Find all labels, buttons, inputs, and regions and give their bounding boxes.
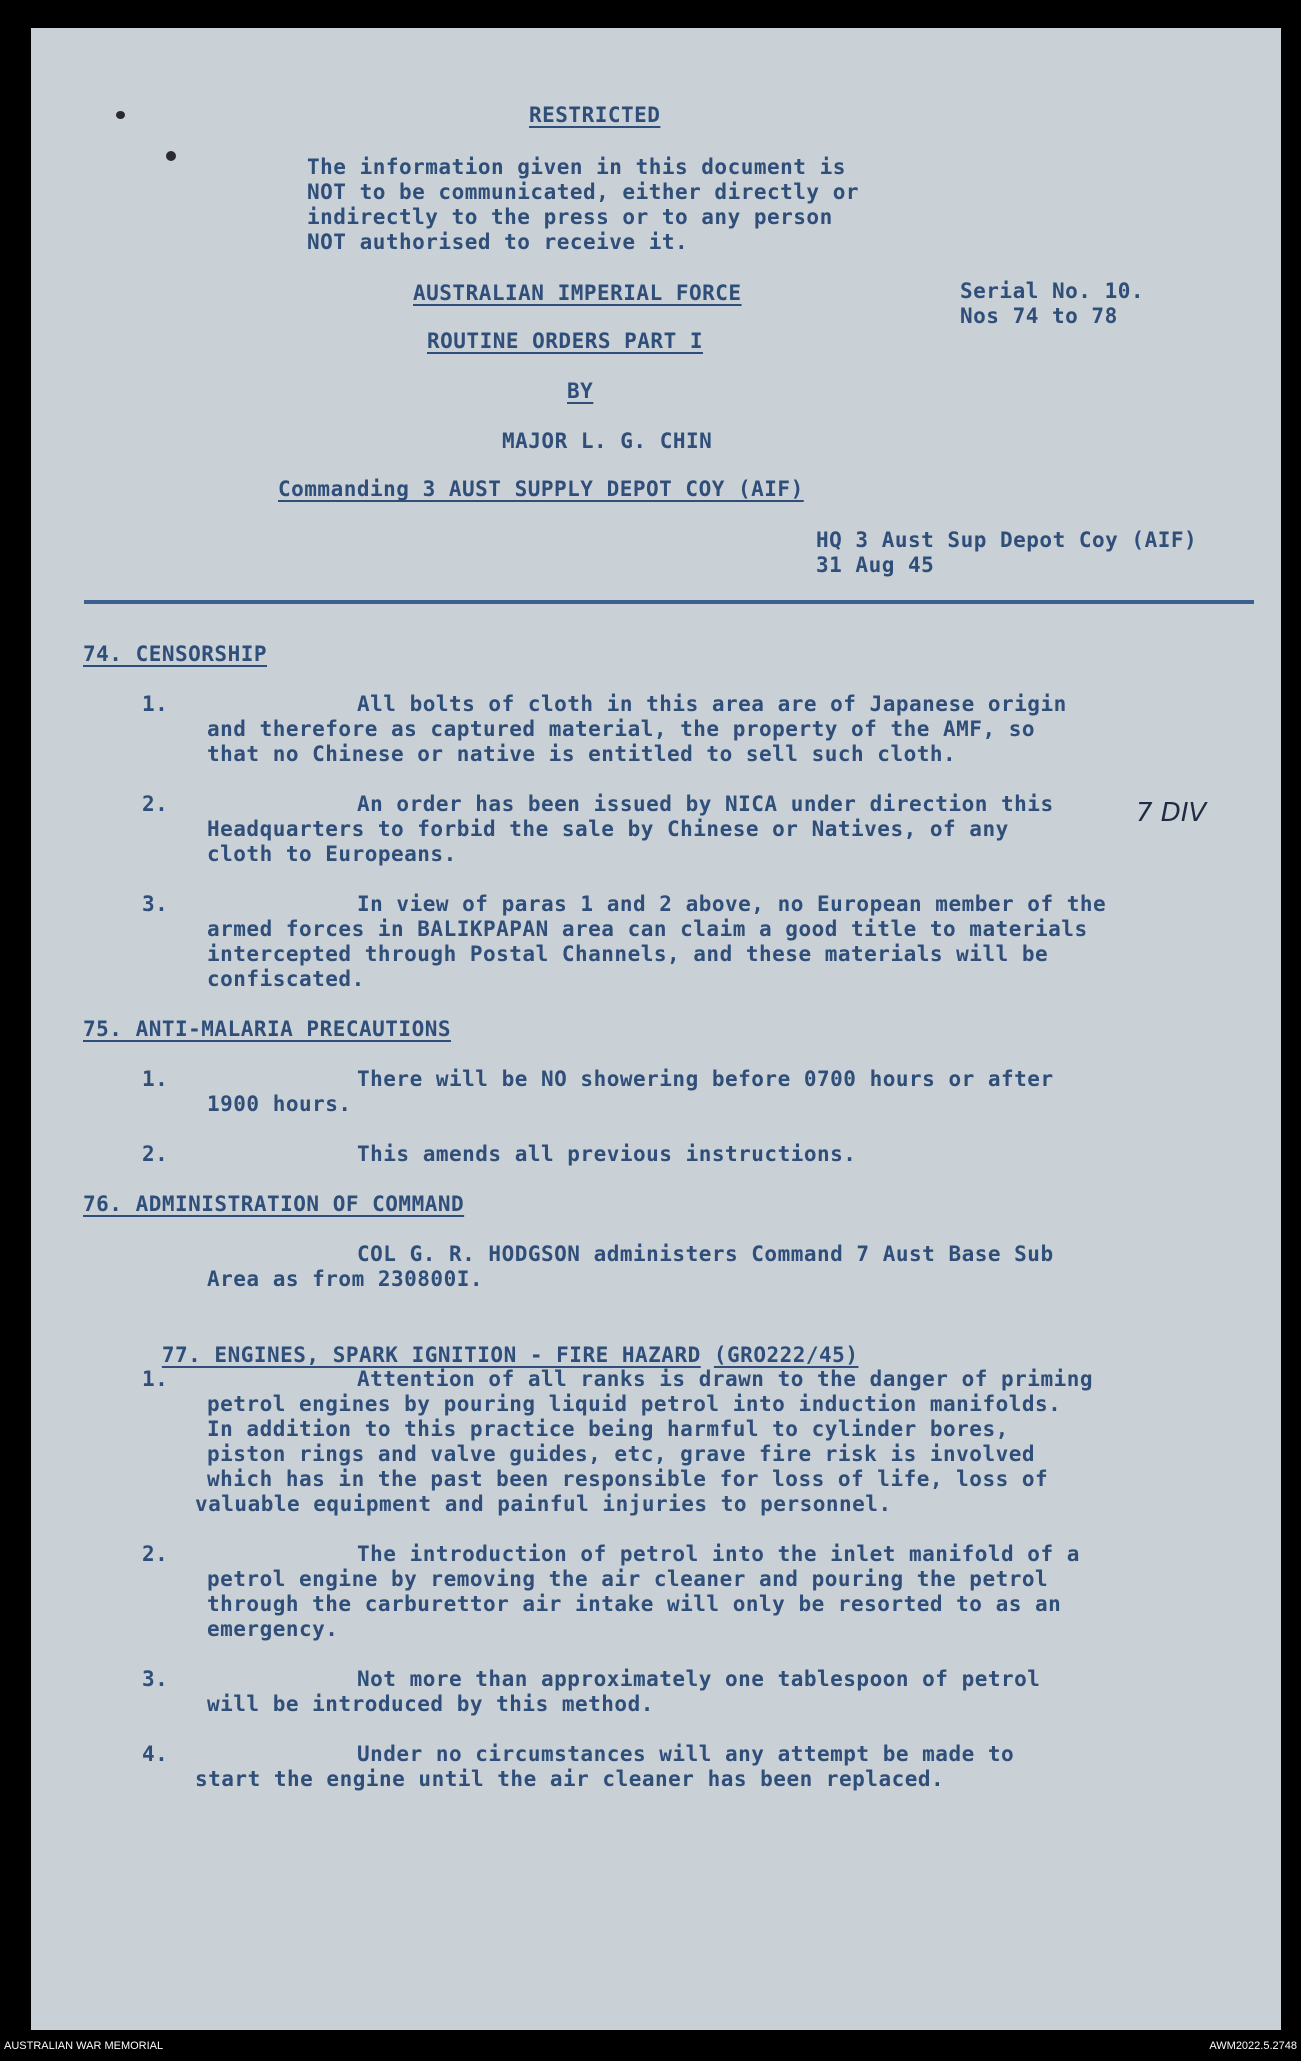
notice-line: NOT authorised to receive it. — [307, 230, 689, 254]
paragraph-line: petrol engine by removing the air cleaner and pouring the petrol — [207, 1567, 1049, 1591]
document-page — [31, 28, 1281, 2030]
paragraph-line: intercepted through Postal Channels, and these materials will be — [207, 942, 1049, 966]
handwritten-annotation: 7 DIV — [1136, 798, 1207, 828]
paragraph-line: 1900 hours. — [207, 1092, 352, 1116]
paragraph-line: This amends all previous instructions. — [357, 1142, 857, 1166]
order-reference: (GRO222/45) — [713, 1343, 859, 1367]
paragraph-line: Headquarters to forbid the sale by Chinese or Natives, of any — [207, 817, 1009, 841]
paragraph-number: 1. — [142, 692, 169, 716]
paragraph-line: petrol engines by pouring liquid petrol into induction manifolds. — [207, 1392, 1062, 1416]
paragraph-line: confiscated. — [207, 967, 365, 991]
paragraph-line: valuable equipment and painful injuries to personnel. — [195, 1492, 892, 1516]
paragraph-line: and therefore as captured material, the property of the AMF, so — [207, 717, 1036, 741]
notice-line: NOT to be communicated, either directly or — [307, 180, 860, 204]
notice-line: indirectly to the press or to any person — [307, 205, 833, 229]
order-heading: 74. CENSORSHIP — [83, 642, 268, 666]
paragraph-line: start the engine until the air cleaner has been replaced. — [195, 1767, 945, 1791]
paragraph-line: An order has been issued by NICA under direction this — [357, 792, 1054, 816]
paragraph-line: through the carburettor air intake will only be resorted to as an — [207, 1592, 1062, 1616]
paragraph-line: that no Chinese or native is entitled to sell such cloth. — [207, 742, 957, 766]
paragraph-number: 4. — [142, 1742, 169, 1766]
order-heading: 76. ADMINISTRATION OF COMMAND — [83, 1192, 465, 1216]
paragraph-line: In view of paras 1 and 2 above, no European member of the — [357, 892, 1107, 916]
commanding-unit: Commanding 3 AUST SUPPLY DEPOT COY (AIF) — [278, 477, 804, 501]
restricted-heading: RESTRICTED — [529, 103, 661, 127]
paragraph-line: emergency. — [207, 1617, 339, 1641]
paragraph-line: which has in the past been responsible for loss of life, loss of — [207, 1467, 1049, 1491]
notice-line: The information given in this document is — [307, 155, 846, 179]
routine-orders-title: ROUTINE ORDERS PART I — [427, 329, 704, 353]
issue-date: 31 Aug 45 — [816, 553, 935, 577]
paragraph-number: 3. — [142, 1667, 169, 1691]
paragraph-line: The introduction of petrol into the inlet manifold of a — [357, 1542, 1080, 1566]
order-range: Nos 74 to 78 — [960, 304, 1118, 328]
paragraph-line: Area as from 230800I. — [207, 1267, 484, 1291]
order-heading-title: 77. ENGINES, SPARK IGNITION - FIRE HAZARD — [161, 1343, 701, 1367]
paragraph-line: In addition to this practice being harmful to cylinder bores, — [207, 1417, 1009, 1441]
paragraph-line: Not more than approximately one tablespoon of petrol — [357, 1667, 1041, 1691]
hq-address: HQ 3 Aust Sup Depot Coy (AIF) — [816, 528, 1198, 552]
paragraph-number: 2. — [142, 792, 169, 816]
paragraph-line: armed forces in BALIKPAPAN area can claim a good title to materials — [207, 917, 1088, 941]
footer-accession-number: AWM2022.5.2748 — [1209, 2040, 1297, 2052]
paragraph-line: will be introduced by this method. — [207, 1692, 654, 1716]
paragraph-number: 1. — [142, 1067, 169, 1091]
paragraph-line: All bolts of cloth in this area are of Japanese origin — [357, 692, 1067, 716]
ink-mark — [116, 111, 125, 119]
by-label: BY — [567, 379, 594, 403]
force-title: AUSTRALIAN IMPERIAL FORCE — [413, 281, 742, 305]
officer-name: MAJOR L. G. CHIN — [502, 429, 713, 453]
paragraph-line: Attention of all ranks is drawn to the danger of priming — [357, 1367, 1094, 1391]
paragraph-line: Under no circumstances will any attempt be made to — [357, 1742, 1015, 1766]
paragraph-line: COL G. R. HODGSON administers Command 7 Aust Base Sub — [357, 1242, 1054, 1266]
paragraph-line: There will be NO showering before 0700 hours or after — [357, 1067, 1054, 1091]
paragraph-line: cloth to Europeans. — [207, 842, 457, 866]
serial-number: Serial No. 10. — [960, 279, 1145, 303]
paragraph-number: 2. — [142, 1542, 169, 1566]
header-divider — [84, 600, 1254, 604]
ink-mark — [166, 151, 176, 161]
order-heading: 75. ANTI-MALARIA PRECAUTIONS — [83, 1017, 452, 1041]
paragraph-number: 3. — [142, 892, 169, 916]
footer-credit: AUSTRALIAN WAR MEMORIAL — [4, 2040, 164, 2052]
paragraph-line: piston rings and valve guides, etc, grave fire risk is involved — [207, 1442, 1036, 1466]
paragraph-number: 2. — [142, 1142, 169, 1166]
paragraph-number: 1. — [142, 1367, 169, 1391]
